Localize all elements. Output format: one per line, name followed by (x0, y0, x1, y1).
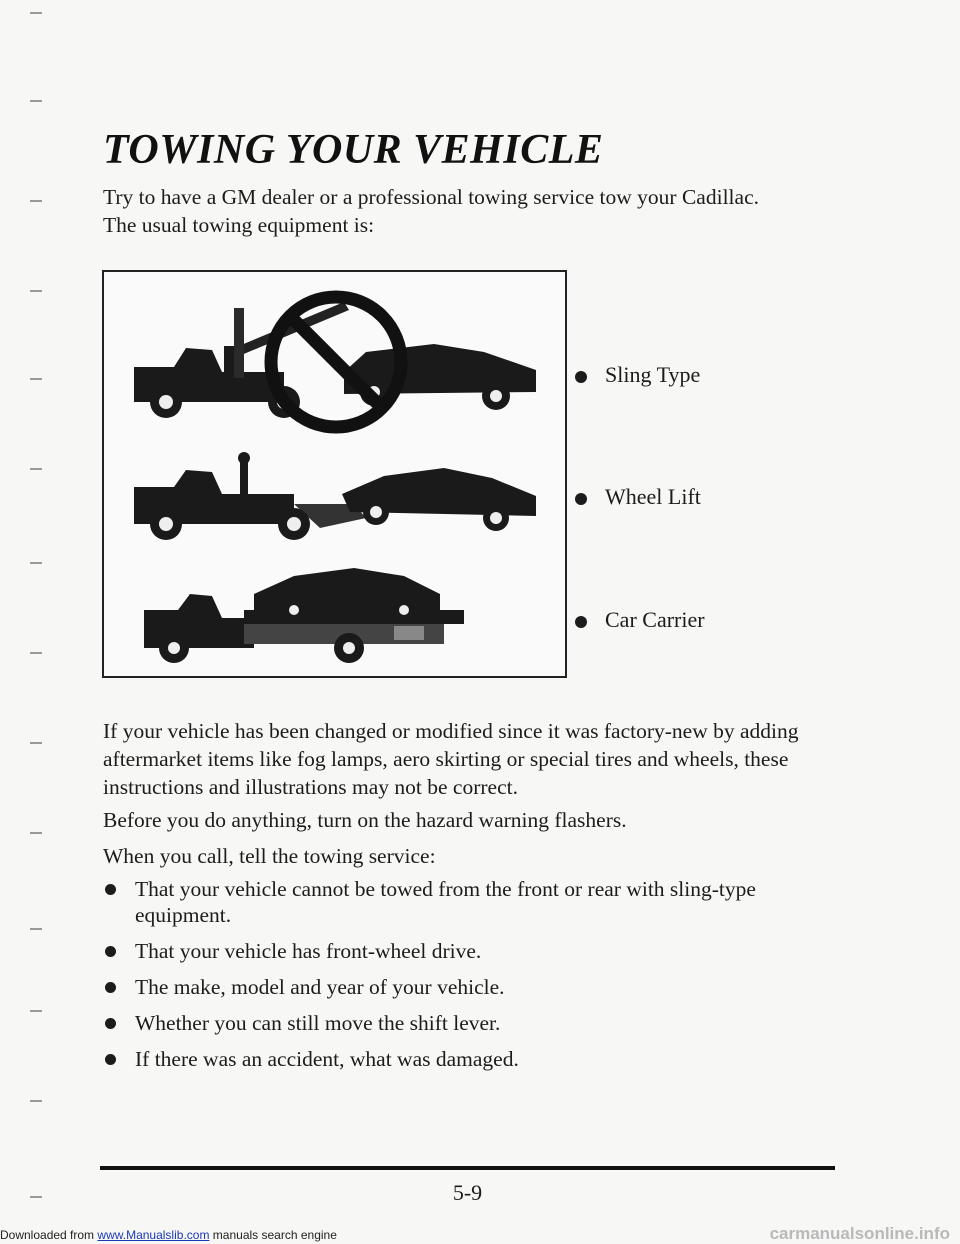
list-item: Whether you can still move the shift lever. (103, 1010, 823, 1036)
legend-sling-type: Sling Type (575, 360, 700, 390)
manualslib-link[interactable]: www.Manualslib.com (97, 1228, 210, 1242)
modified-vehicle-paragraph: If your vehicle has been changed or modified since it was factory-new by adding aftermarket items like fog lamps, aero skirting or special tires and wheels, these instructions and illustrations may not be correct. (103, 719, 799, 799)
bullet-dot (575, 493, 587, 505)
page-number: 5-9 (452, 1180, 483, 1205)
legend-car-carrier: Car Carrier (575, 605, 705, 635)
list-item: The make, model and year of your vehicle. (103, 974, 823, 1000)
footer-rule (100, 1166, 835, 1170)
wheel-lift-drawing (134, 452, 536, 540)
towing-equipment-illustration (102, 270, 567, 678)
download-footer: Downloaded from www.Manualslib.com manuals search engine (0, 1228, 337, 1242)
towing-illustration-svg (104, 272, 567, 678)
bullet-dot (575, 371, 587, 383)
page-title: TOWING YOUR VEHICLE (103, 127, 604, 173)
legend-wheel-lift: Wheel Lift (575, 482, 701, 512)
list-item: If there was an accident, what was damaged. (103, 1046, 823, 1072)
list-item: That your vehicle cannot be towed from the front or rear with sling-type equipment. (103, 876, 823, 928)
tell-service-paragraph: When you call, tell the towing service: (103, 844, 436, 868)
list-item: That your vehicle has front-wheel drive. (103, 938, 823, 964)
hazard-paragraph: Before you do anything, turn on the hazard warning flashers. (103, 808, 627, 832)
sling-type-drawing (134, 297, 536, 427)
car-carrier-drawing (144, 568, 464, 663)
bullet-dot (575, 616, 587, 628)
tell-service-list (103, 876, 823, 1082)
watermark: carmanualsonline.info (769, 1224, 950, 1243)
intro-paragraph: Try to have a GM dealer or a professional towing service tow your Cadillac. The usual towing equipment is: (103, 185, 759, 237)
